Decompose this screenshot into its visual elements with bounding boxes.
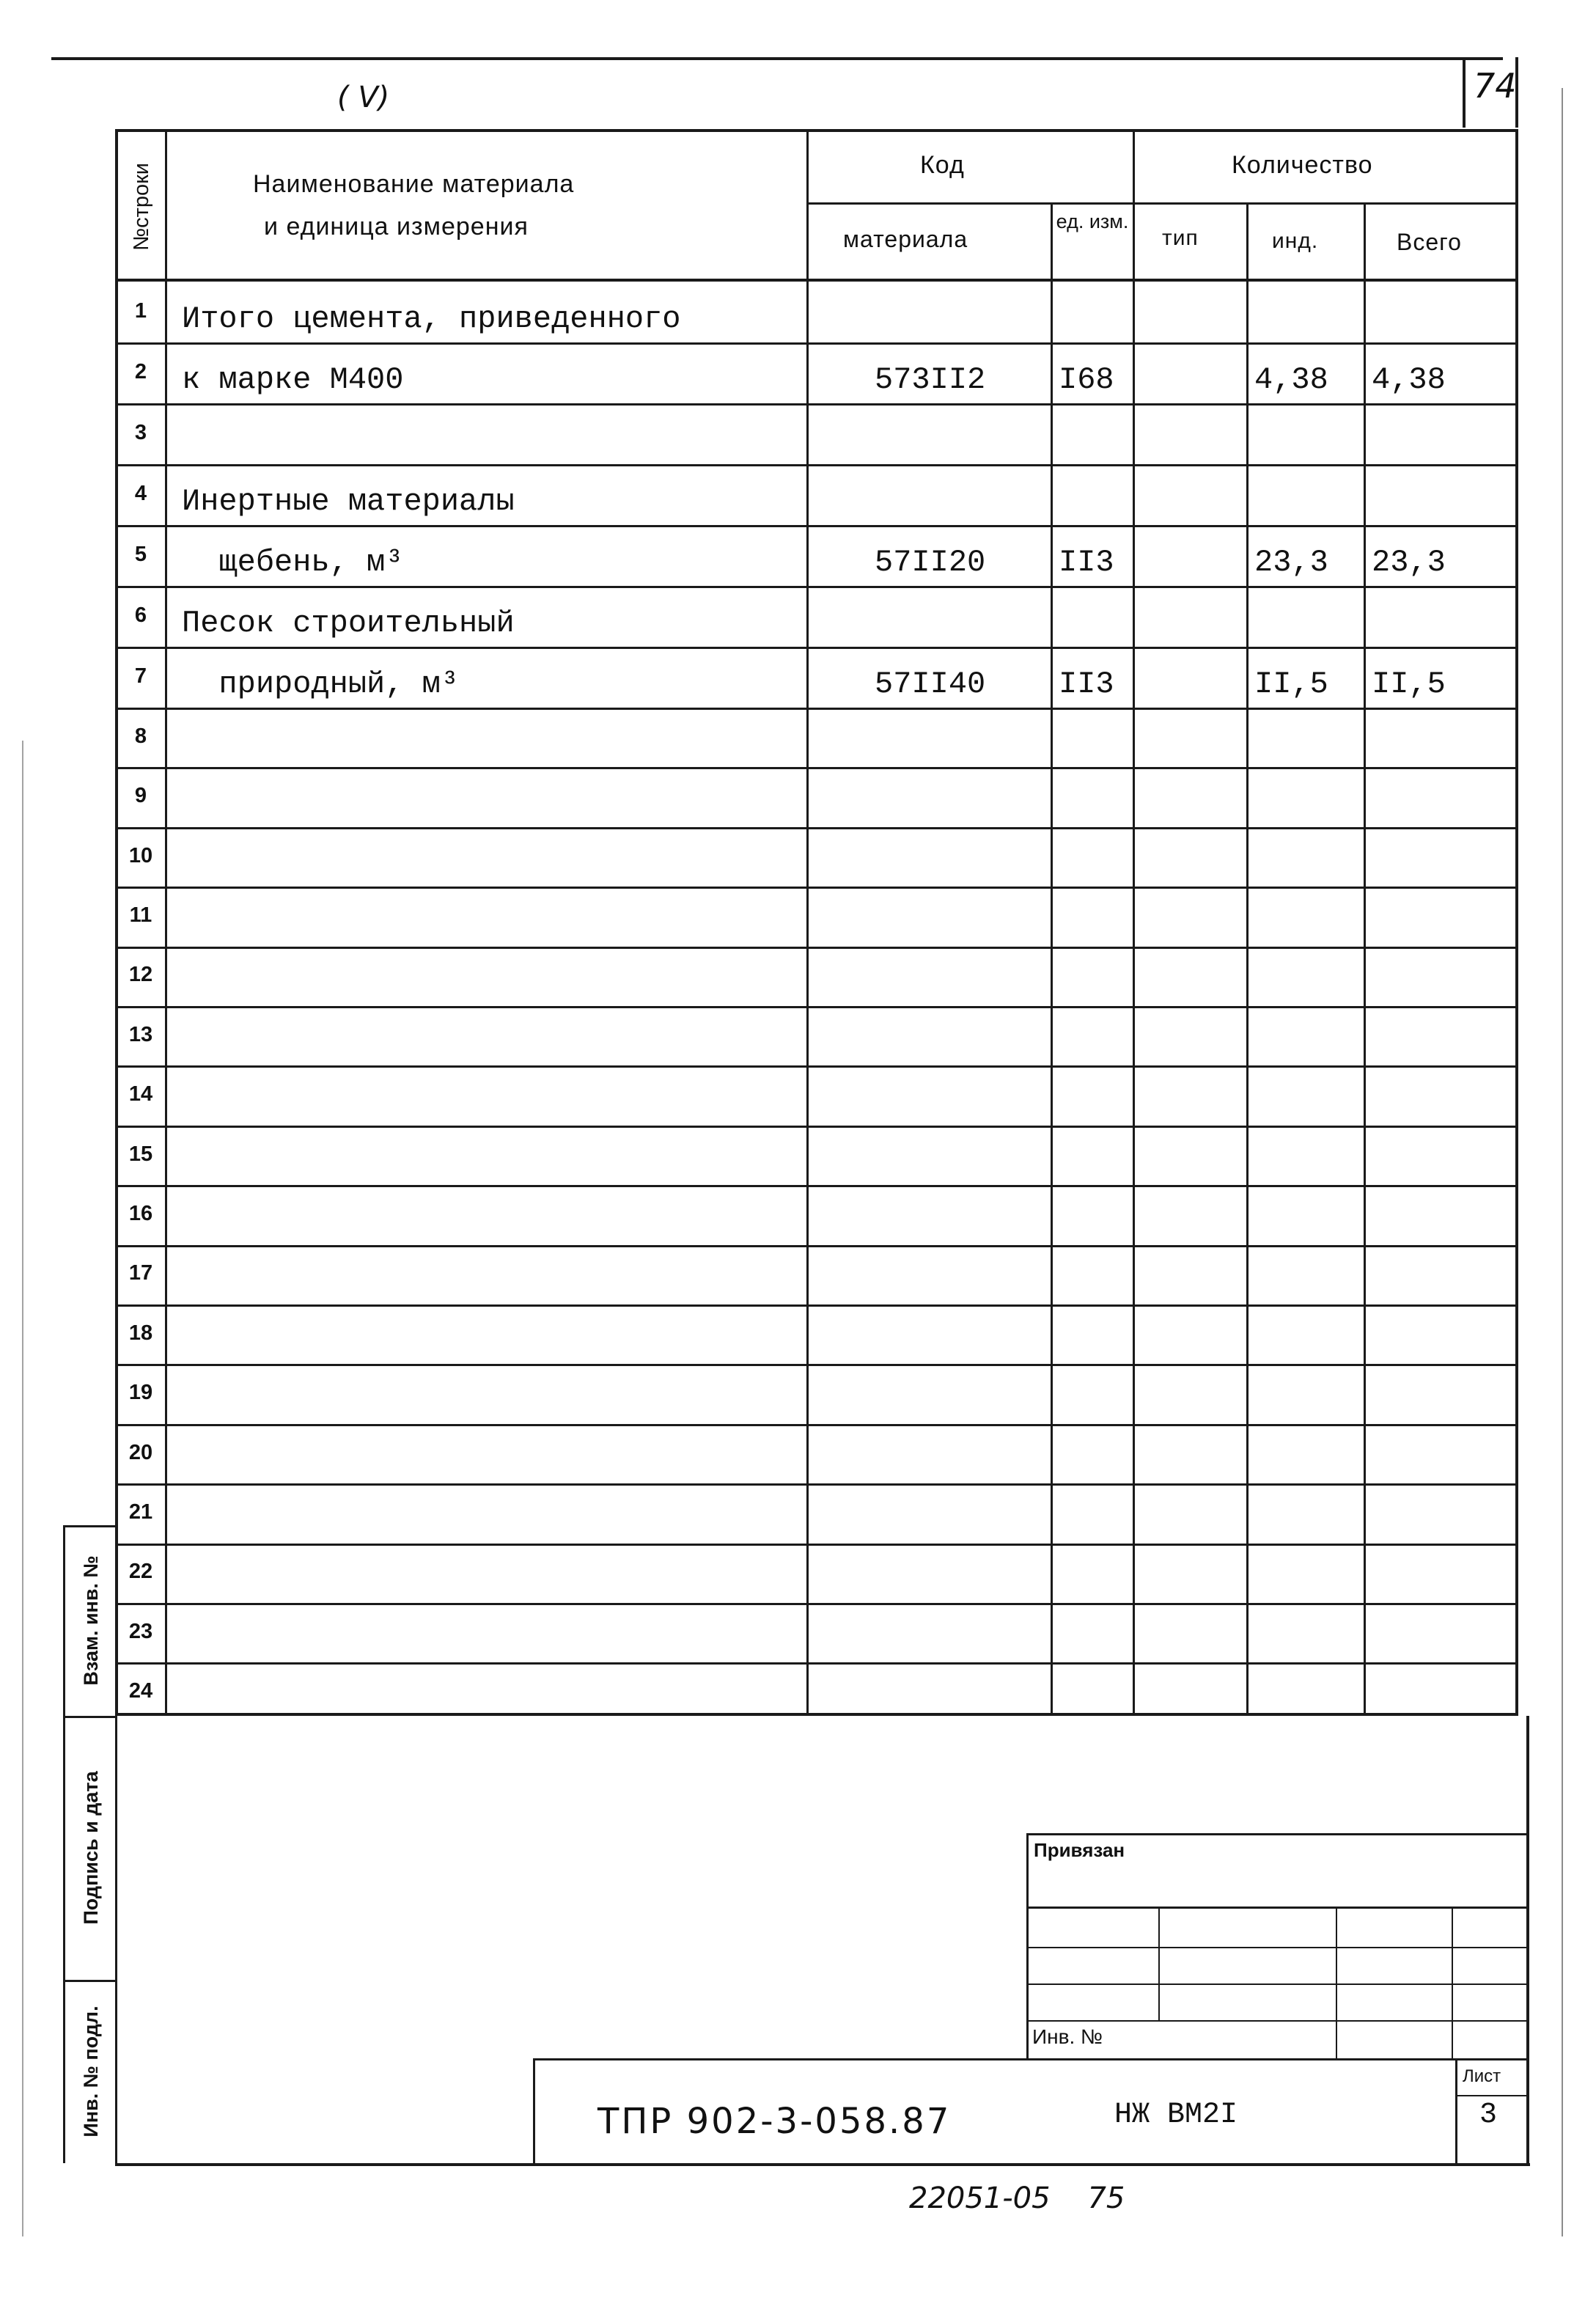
table-right-line <box>1515 129 1518 1716</box>
table-left-line <box>115 129 118 1716</box>
row-number: 19 <box>128 1381 153 1405</box>
row-separator <box>115 1185 1517 1187</box>
frame-bottom-line <box>115 2163 1530 2166</box>
tb-privyazan-label: Привязан <box>1034 1839 1125 1861</box>
tb-grid-h4 <box>1026 2020 1529 2022</box>
cell-mat: 573II2 <box>875 362 986 397</box>
row-number: 5 <box>134 542 147 566</box>
row-number: 13 <box>128 1022 153 1046</box>
frame-right-edge <box>1562 88 1563 2236</box>
tb-grid-h2 <box>1026 1947 1529 1948</box>
cell-name: Песок строительный <box>182 606 515 641</box>
frame-left-edge <box>22 741 23 2236</box>
cell-total: 23,3 <box>1372 545 1446 580</box>
header-bottom-line <box>115 279 1517 282</box>
table-bottom-line <box>115 1713 1517 1716</box>
tb-list-left <box>1455 2058 1457 2166</box>
row-separator <box>115 1006 1517 1008</box>
row-separator <box>115 525 1517 527</box>
table-top-line <box>115 129 1517 132</box>
tb-main-top <box>533 2058 1529 2060</box>
row-separator <box>115 1126 1517 1128</box>
row-number: 6 <box>134 603 147 627</box>
row-number: 12 <box>128 963 153 987</box>
row-number: 7 <box>134 664 147 688</box>
col-line-ind <box>1364 202 1366 1716</box>
row-number: 17 <box>128 1261 153 1285</box>
cell-mat: 57II20 <box>875 545 986 580</box>
col-line-rowno <box>165 129 167 1716</box>
col-line-code-qty <box>1133 129 1135 1716</box>
tb-grid-h1 <box>1026 1907 1529 1909</box>
page-number: 74 <box>1474 66 1517 106</box>
row-number: 10 <box>128 843 153 867</box>
tb-sheet-number: 3 <box>1479 2099 1498 2132</box>
page-number-box-left <box>1463 57 1466 128</box>
cell-total: 4,38 <box>1372 362 1446 397</box>
row-number: 22 <box>128 1560 153 1584</box>
header-qty-group: Количество <box>1232 151 1373 179</box>
row-separator <box>115 1662 1517 1665</box>
top-border-line <box>51 57 1503 60</box>
row-number: 16 <box>128 1201 153 1225</box>
row-separator <box>115 1424 1517 1426</box>
row-separator <box>115 1483 1517 1486</box>
side-stamp-inv-podl: Инв. № подл. <box>80 2005 102 2137</box>
tb-list-divider <box>1455 2095 1529 2096</box>
cell-name: природный, м³ <box>182 667 460 702</box>
row-separator <box>115 1304 1517 1307</box>
header-qty-ind: инд. <box>1272 229 1319 253</box>
row-separator <box>115 827 1517 829</box>
cell-total: II,5 <box>1372 667 1446 702</box>
row-separator <box>115 887 1517 889</box>
row-number: 21 <box>128 1500 153 1524</box>
tb-main-left <box>533 2058 535 2166</box>
row-number: 1 <box>134 298 147 323</box>
row-separator <box>115 464 1517 466</box>
header-qty-type: тип <box>1162 226 1199 250</box>
row-number: 24 <box>128 1679 153 1703</box>
row-separator <box>115 586 1517 588</box>
row-separator <box>115 1544 1517 1546</box>
frame-right-line-lower <box>1526 1716 1529 2166</box>
tb-grid-v3 <box>1452 1907 1453 2060</box>
cell-unit: I68 <box>1059 362 1114 397</box>
row-separator <box>115 1603 1517 1605</box>
row-number: 18 <box>128 1321 153 1345</box>
row-separator <box>115 708 1517 710</box>
row-separator <box>115 342 1517 345</box>
col-line-name <box>806 129 809 1716</box>
tb-inv-label: Инв. № <box>1032 2025 1103 2048</box>
cell-unit: II3 <box>1059 667 1114 702</box>
tb-list-label: Лист <box>1463 2066 1501 2086</box>
side-stamp-outer-left <box>63 1525 65 2163</box>
cell-mat: 57II40 <box>875 667 986 702</box>
cell-name: щебень, м³ <box>182 545 404 580</box>
row-number: 2 <box>134 359 147 384</box>
header-code-group: Код <box>920 151 965 179</box>
row-number: 14 <box>128 1082 153 1107</box>
row-separator <box>115 403 1517 405</box>
row-number: 3 <box>134 420 147 444</box>
header-name-line2: и единица измерения <box>264 213 529 241</box>
row-separator <box>115 767 1517 769</box>
cell-ind: II,5 <box>1254 667 1328 702</box>
tb-grid-h3 <box>1026 1983 1529 1985</box>
header-qty-total: Всего <box>1397 229 1462 255</box>
col-line-unit <box>1051 202 1053 1716</box>
tb-grid-v2 <box>1336 1907 1337 2060</box>
tb-grid-v1 <box>1158 1907 1160 2020</box>
footer-handwritten-number: 22051-05 75 <box>909 2181 1125 2215</box>
row-separator <box>115 1245 1517 1247</box>
side-stamp-vzam: Взам. инв. № <box>80 1555 102 1686</box>
cell-name: Инертные материалы <box>182 484 515 519</box>
side-stamp-sep1 <box>63 1716 117 1718</box>
cell-name: Итого цемента, приведенного <box>182 301 681 337</box>
header-name-line1: Наименование материала <box>253 170 575 198</box>
header-code-material: материала <box>843 226 968 252</box>
header-row-no: №строки <box>130 162 153 252</box>
cell-unit: II3 <box>1059 545 1114 580</box>
row-number: 11 <box>129 903 152 927</box>
row-number: 9 <box>134 784 147 808</box>
row-number: 15 <box>128 1142 153 1166</box>
tb-code: НЖ ВМ2I <box>1114 2099 1238 2132</box>
tb-designation: ТПР 902-3-058.87 <box>597 2101 952 2142</box>
row-separator <box>115 1065 1517 1068</box>
row-separator <box>115 947 1517 949</box>
cell-ind: 4,38 <box>1254 362 1328 397</box>
row-number: 4 <box>134 481 147 505</box>
tb-privyazan-top <box>1026 1833 1529 1835</box>
section-mark: ( V) <box>337 81 390 114</box>
row-number: 23 <box>128 1619 153 1643</box>
row-separator <box>115 647 1517 649</box>
header-mid-line <box>806 202 1517 205</box>
cell-ind: 23,3 <box>1254 545 1328 580</box>
col-line-type <box>1246 202 1249 1716</box>
row-separator <box>115 1364 1517 1366</box>
header-code-unit: ед. изм. <box>1056 210 1129 232</box>
cell-name: к марке М400 <box>182 362 404 397</box>
row-number: 20 <box>128 1440 153 1464</box>
side-stamp-divider <box>115 1525 117 2163</box>
row-number: 8 <box>134 724 147 748</box>
side-stamp-podpis: Подпись и дата <box>80 1771 102 1925</box>
